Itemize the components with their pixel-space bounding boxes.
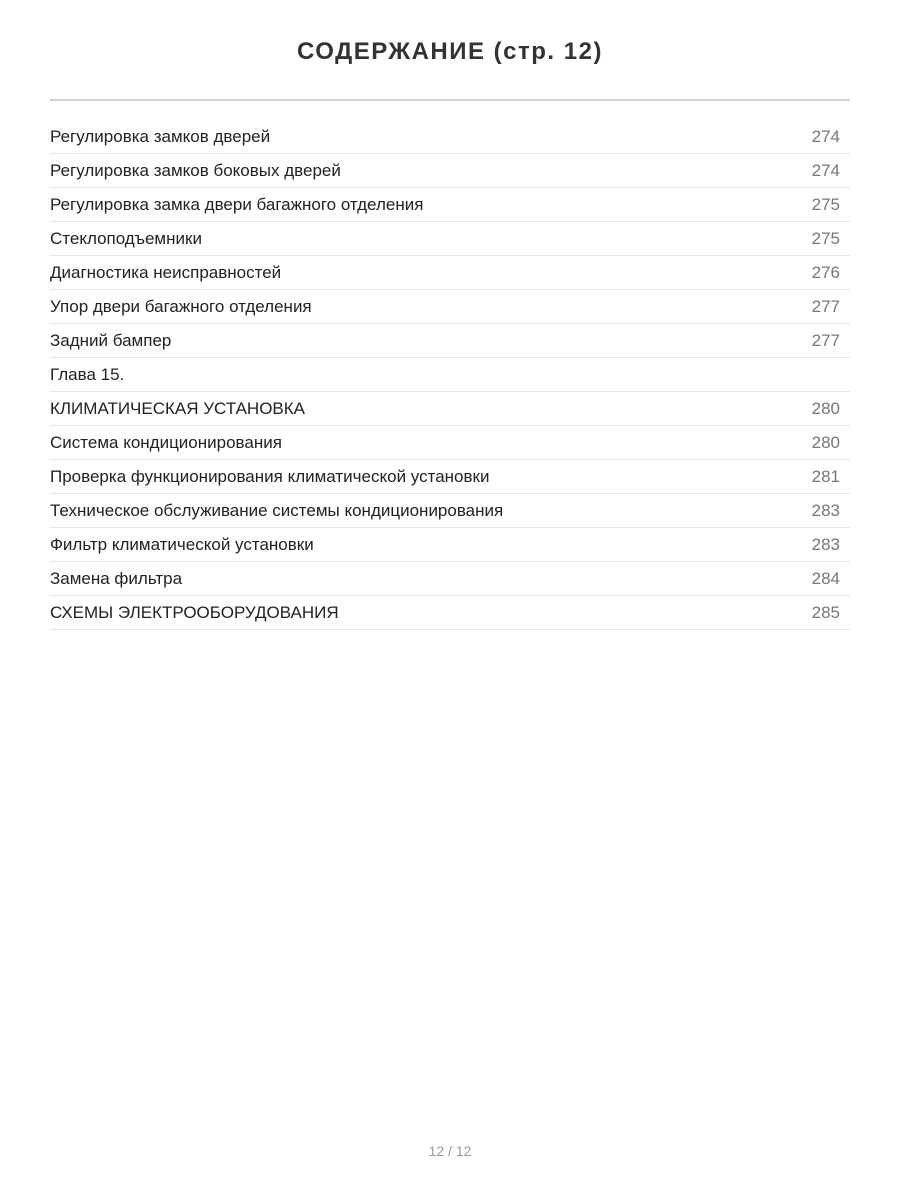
toc-entry-label: Регулировка замка двери багажного отделения <box>50 194 424 214</box>
toc-list <box>50 120 850 630</box>
page-indicator: 12 / 12 <box>428 1143 472 1159</box>
toc-entry[interactable] <box>50 290 850 324</box>
toc-entry-page: 276 <box>811 262 840 282</box>
toc-entry-page: 277 <box>811 330 840 350</box>
toc-entry[interactable] <box>50 120 850 154</box>
toc-entry-page: 285 <box>811 602 840 622</box>
toc-entry[interactable] <box>50 324 850 358</box>
toc-entry-label: Техническое обслуживание системы кондиционирования <box>50 500 504 520</box>
toc-entry-page: 284 <box>811 568 840 588</box>
toc-entry-label: Задний бампер <box>50 330 172 350</box>
toc-entry-page: 274 <box>811 126 840 146</box>
toc-entry[interactable] <box>50 188 850 222</box>
toc-entry-label: Упор двери багажного отделения <box>50 296 312 316</box>
toc-entry[interactable] <box>50 222 850 256</box>
toc-entry-page: 283 <box>811 500 840 520</box>
toc-entry-label: Система кондиционирования <box>50 432 282 452</box>
page-title: СОДЕРЖАНИЕ (стр. 12) <box>297 38 603 65</box>
toc-entry-label: Диагностика неисправностей <box>50 262 282 282</box>
title-divider <box>50 99 850 101</box>
toc-entry-page: 275 <box>811 228 840 248</box>
toc-entry-label: Проверка функционирования климатической установки <box>50 466 490 486</box>
toc-entry-label: Регулировка замков боковых дверей <box>50 160 341 180</box>
toc-entry-page: 283 <box>811 534 840 554</box>
toc-entry[interactable] <box>50 528 850 562</box>
toc-entry-label: Замена фильтра <box>50 568 183 588</box>
toc-entry-page: 277 <box>811 296 840 316</box>
toc-entry-label: Стеклоподъемники <box>50 228 202 248</box>
toc-entry[interactable] <box>50 426 850 460</box>
toc-entry-label: Глава 15. <box>50 364 125 384</box>
toc-entry[interactable] <box>50 392 850 426</box>
toc-entry-page: 280 <box>811 432 840 452</box>
toc-entry[interactable] <box>50 460 850 494</box>
toc-entry-page: 275 <box>811 194 840 214</box>
toc-entry[interactable] <box>50 494 850 528</box>
toc-entry[interactable] <box>50 256 850 290</box>
toc-entry-label: СХЕМЫ ЭЛЕКТРООБОРУДОВАНИЯ <box>50 602 339 622</box>
toc-entry-page: 281 <box>811 466 840 486</box>
toc-entry-page: 274 <box>811 160 840 180</box>
toc-entry-label: Фильтр климатической установки <box>50 534 314 554</box>
toc-entry[interactable] <box>50 562 850 596</box>
toc-entry-page: 280 <box>811 398 840 418</box>
toc-entry[interactable] <box>50 154 850 188</box>
toc-entry-label: КЛИМАТИЧЕСКАЯ УСТАНОВКА <box>50 398 305 418</box>
toc-entry[interactable] <box>50 596 850 630</box>
toc-chapter-heading <box>50 358 850 392</box>
toc-entry-label: Регулировка замков дверей <box>50 126 271 146</box>
